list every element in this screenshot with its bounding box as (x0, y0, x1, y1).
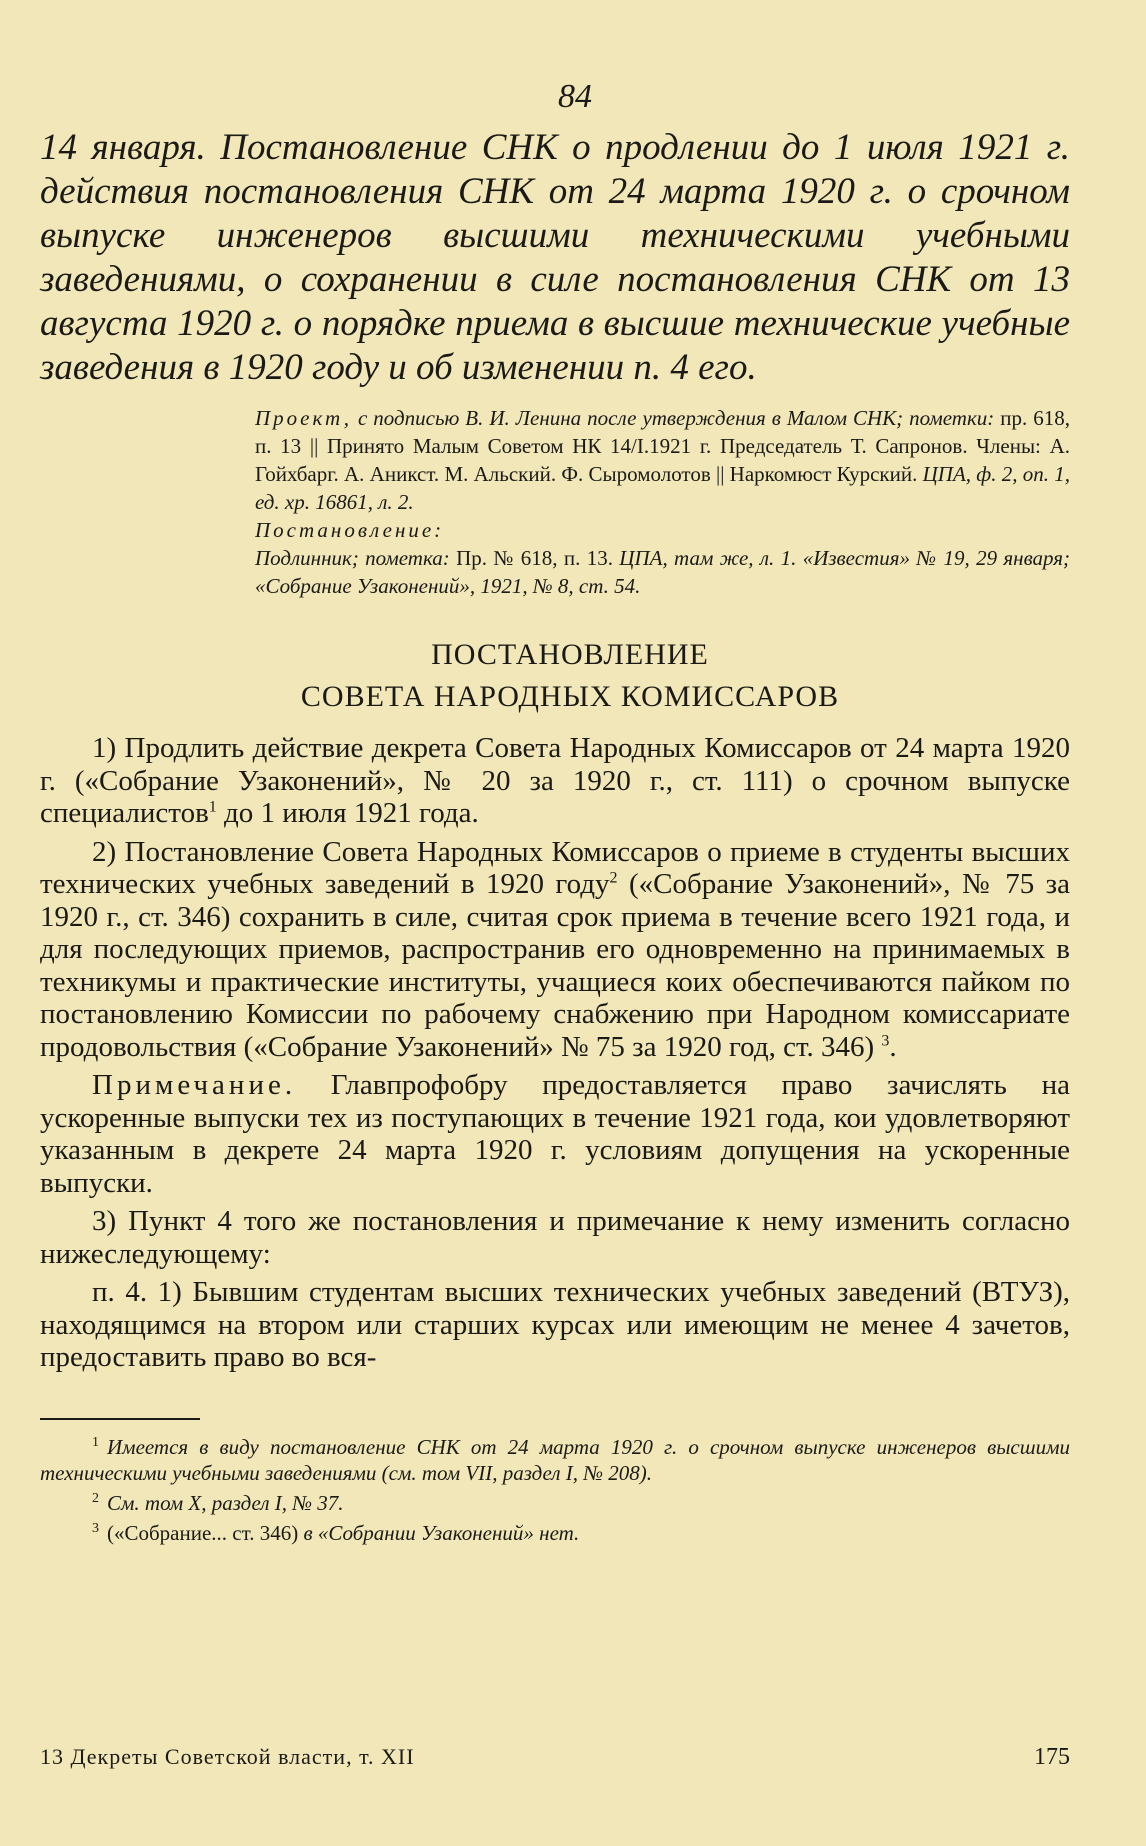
original-text: Пр. № 618, п. 13. (456, 546, 613, 570)
footnote-3-italic: в «Собрании Узаконений» нет. (298, 1520, 580, 1545)
draft-text: пр. 618, п. 13 || Принято Малым Советом НК 14/I.1921 г. Председатель Т. Сапронов. Члены: А. Гойхбарг. А. Аникст. М. Альский. Ф. Сыромолотов || Наркомюст Курский. (255, 406, 1071, 486)
paragraph-2 (40, 836, 1070, 1064)
paragraph-2-end: . (889, 1030, 897, 1063)
paragraph-1 (40, 732, 1070, 830)
paragraph-2-cont: («Собрание Узаконений», № 75 за 1920 г., ст. 346) сохранить в силе, считая срок приема в течение всего 1921 года, и для последующих приемов, распространив его одновременно на принимаемых в техникумы и практические институты, учащиеся коих обеспечиваются пайком по постановлению Комиссии по рабочему снабжению при Народном комиссариате продовольствия («Собрание Узаконений» № 75 за 1920 год, ст. 346) (40, 868, 1070, 1063)
note-label: Примечание. (92, 1069, 297, 1101)
paragraph-2-text: 2) Постановление Совета Народных Комиссаров о приеме в студенты высших технических учебных заведений в 1920 году (40, 835, 1070, 900)
title-line-2: СОВЕТА НАРОДНЫХ КОМИССАРОВ (300, 680, 840, 713)
document-page (40, 78, 1070, 1546)
footnote-3-mark: 3 (92, 1520, 99, 1536)
footnote-2-mark: 2 (92, 1490, 99, 1506)
source-resolution (255, 516, 1070, 544)
printer-signature: 13 Декреты Советской власти, т. XII (40, 1744, 415, 1769)
publications: «Известия» № 19, 29 января; «Собрание Узаконений», 1921, № 8, ст. 54. (255, 546, 1071, 598)
paragraph-4: п. 4. 1) Бывшим студентам высших технических учебных заведений (ВТУЗ), находящимся на втором или старших курсах или имеющим не менее 4 зачетов, предоставить право во вся- (40, 1276, 1070, 1373)
paragraph-3: 3) Пункт 4 того же постановления и примечание к нему изменить согласно нижеследующему: (40, 1205, 1070, 1270)
resolution-title (40, 634, 1070, 718)
footnote-2-text: См. том X, раздел I, № 37. (107, 1490, 344, 1515)
source-draft (255, 404, 1070, 516)
original-italic: Подлинник; пометка: (255, 546, 450, 570)
footnote-ref-1[interactable]: 1 (208, 798, 217, 816)
footnote-divider (40, 1418, 200, 1420)
draft-archive: ЦПА, ф. 2, оп. 1, ед. хр. 16861, л. 2. (255, 462, 1071, 514)
paragraph-1-end: до 1 июля 1921 года. (216, 797, 479, 829)
page-number: 84 (558, 78, 592, 115)
draft-italic: с подписью В. И. Ленина после утверждения в Малом СНК; пометки: (357, 406, 995, 430)
original-archive: ЦПА, там же, л. 1. (619, 546, 797, 570)
paragraph-1-text: 1) Продлить действие декрета Совета Народных Комиссаров от 24 марта 1920 г. («Собрание Узаконений», № 20 за 1920 г., ст. 111) о срочном выпуске специалистов (40, 732, 1070, 829)
footnote-ref-3[interactable]: 3 (881, 1031, 890, 1049)
footnote-2 (40, 1486, 1070, 1516)
title-line-1: ПОСТАНОВЛЕНИЕ (431, 638, 709, 671)
footnote-1-text: Имеется в виду постановление СНК от 24 марта 1920 г. о срочном выпуске инженеров высшими техническими учебными заведениями (см. том VII, раздел I, № 208). (40, 1434, 1070, 1485)
footnotes (40, 1430, 1070, 1546)
note-text: Главпрофобру предоставляется право зачислять на ускоренные выпуски тех из поступающих в течение 1921 года, кои удовлетворяют указанным в декрете 24 марта 1920 г. условиям допущения на ускоренные выпуски. (40, 1069, 1070, 1199)
footnote-ref-2[interactable]: 2 (609, 869, 618, 887)
resolution-label: Постановление: (255, 518, 445, 542)
page-footer (40, 1744, 1070, 1771)
resolution-body (40, 732, 1070, 1374)
note-paragraph (40, 1069, 1070, 1199)
source-note (255, 404, 1070, 600)
footer-page-number: 175 (1034, 1744, 1070, 1770)
document-heading: 14 января. Постановление СНК о продлении до 1 июля 1921 г. действия постановления СНК от 24 марта 1920 г. о срочном выпуске инженеров высшими техническими учебными заведениями, о сохранении в силе постановления СНК от 13 августа 1920 г. о порядке приема в высшие технические учебные заведения в 1920 году и об изменении п. 4 его. (40, 127, 1070, 388)
draft-label: Проект, (255, 406, 352, 430)
footnote-3-plain: («Собрание... ст. 346) (107, 1520, 299, 1545)
footnote-1 (40, 1430, 1070, 1486)
source-original (255, 544, 1070, 600)
footnote-3 (40, 1516, 1070, 1546)
footnote-1-mark: 1 (92, 1434, 99, 1450)
